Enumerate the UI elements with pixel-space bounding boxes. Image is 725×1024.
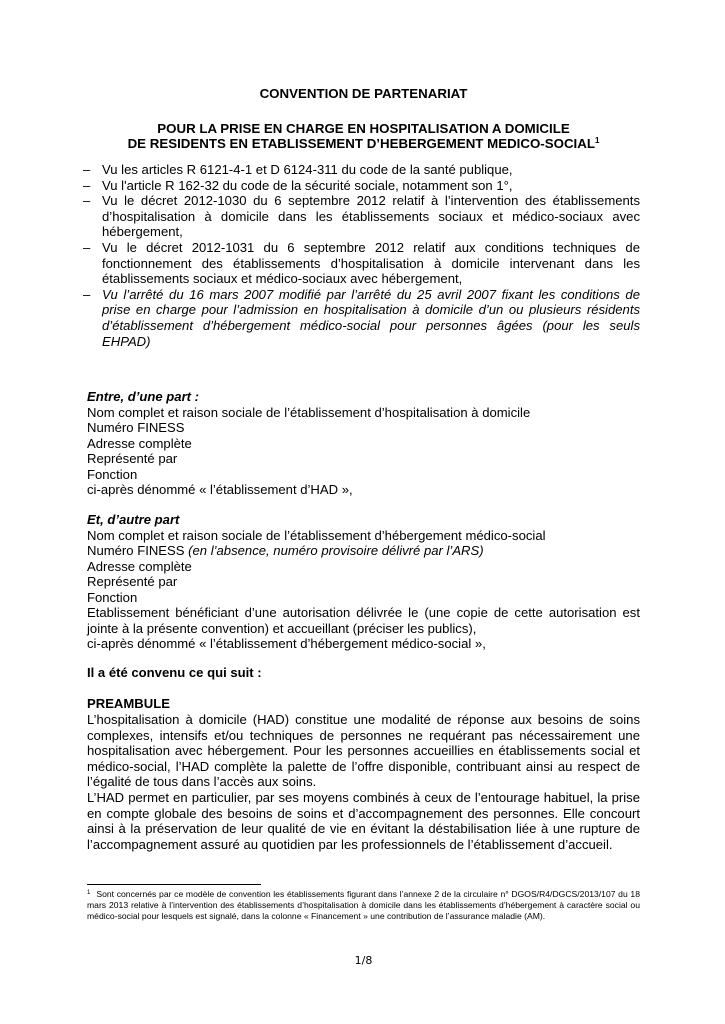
footnote bbox=[87, 889, 640, 922]
legal-reference-text: Vu le décret 2012-1031 du 6 septembre 2012 relatif aux conditions techniques de fonctionnement des établissements d’hospitalisation à domicile intervenant dans les établissements sociaux et médico-sociaux avec hébergement, bbox=[102, 239, 640, 287]
preamble-heading: PREAMBULE bbox=[87, 696, 170, 711]
preamble-paragraph: L’HAD permet en particulier, par ses moyens combinés à ceux de l’entourage habituel, la prise en compte globale des besoins de soins et d’accompagnement des personnes. Elle concourt ainsi à la préservation de leur qualité de vie en évitant la déstabilisation liée à une rupture de l’accompagnement assuré au quotidien par les professionnels de l’établissement d’accueil. bbox=[87, 789, 640, 852]
legal-reference-item bbox=[83, 162, 640, 178]
page-number: 1/8 bbox=[354, 954, 373, 967]
dash-bullet: – bbox=[83, 162, 91, 177]
preamble-body bbox=[87, 712, 640, 852]
party-two-authorization-line: Etablissement bénéficiant d’une autorisation délivrée le (une copie de cette autorisation est jointe à la présente convention) et accueillant (préciser les publics), bbox=[87, 605, 640, 636]
party-two-section bbox=[87, 512, 640, 652]
dash-bullet: – bbox=[83, 239, 91, 255]
party-two-name-line: Nom complet et raison sociale de l’établissement d’hébergement médico-social bbox=[87, 527, 546, 543]
legal-references-list bbox=[83, 162, 640, 349]
document-title: CONVENTION DE PARTENARIAT bbox=[259, 86, 468, 101]
legal-reference-item bbox=[83, 287, 640, 349]
party-one-finess-line: Numéro FINESS bbox=[87, 420, 185, 435]
legal-reference-text: Vu l'article R 162-32 du code de la sécurité sociale, notamment son 1°, bbox=[102, 177, 513, 193]
subtitle-line-2-text: DE RESIDENTS EN ETABLISSEMENT D’HEBERGEMENT MEDICO-SOCIAL bbox=[127, 136, 595, 151]
party-two-address-line: Adresse complète bbox=[87, 558, 192, 574]
dash-bullet: – bbox=[83, 177, 91, 193]
party-two-representative-line: Représenté par bbox=[87, 574, 178, 589]
dash-bullet: – bbox=[83, 193, 91, 209]
footnote-separator bbox=[87, 884, 261, 885]
document-subtitle-line-1: POUR LA PRISE EN CHARGE EN HOSPITALISATION A DOMICILE bbox=[157, 121, 570, 136]
party-one-designation-line: ci-après dénommé « l’établissement d’HAD », bbox=[87, 482, 353, 497]
footnote-text: Sont concernés par ce modèle de convention les établissements figurant dans l’annexe 2 de la circulaire n° DGOS/R4/DGCS/2013/107 du 18 mars 2013 relative à l’intervention des établissements d’hospitalisation à domicile dans les établissements d’hébergement à caractère social ou médico-social pour lesquels est signalé, dans la colonne « Financement » une contribution de l’assurance maladie (AM). bbox=[87, 889, 640, 921]
party-one-address-line: Adresse complète bbox=[87, 435, 192, 451]
party-two-finess-line bbox=[87, 543, 640, 559]
legal-reference-text: Vu les articles R 6121-4-1 et D 6124-311 du code de la santé publique, bbox=[102, 162, 513, 177]
document-subtitle-line-2 bbox=[87, 136, 640, 151]
footnote-reference[interactable]: 1 bbox=[594, 136, 600, 145]
legal-reference-item bbox=[83, 178, 640, 194]
party-two-heading: Et, d’autre part bbox=[87, 512, 180, 527]
party-one-section bbox=[87, 389, 640, 498]
party-two-finess-note: (en l’absence, numéro provisoire délivré par l’ARS) bbox=[188, 543, 484, 558]
party-one-name-line: Nom complet et raison sociale de l’établissement d’hospitalisation à domicile bbox=[87, 404, 531, 420]
party-two-finess-label: Numéro FINESS bbox=[87, 543, 185, 558]
legal-reference-text: Vu l’arrêté du 16 mars 2007 modifié par l’arrêté du 25 avril 2007 fixant les conditions de prise en charge pour l’admission en hospitalisation à domicile d’un ou plusieurs résidents d’établissement d’hébergement médico-social pour personnes âgées (pour les seuls EHPAD) bbox=[102, 286, 640, 349]
party-one-function-line: Fonction bbox=[87, 466, 138, 482]
party-two-function-line: Fonction bbox=[87, 589, 138, 605]
party-two-designation-line: ci-après dénommé « l’établissement d’hébergement médico-social », bbox=[87, 636, 486, 651]
legal-reference-item bbox=[83, 193, 640, 240]
legal-reference-item bbox=[83, 240, 640, 287]
preamble-paragraph: L’hospitalisation à domicile (HAD) constitue une modalité de réponse aux besoins de soins complexes, intensifs et/ou techniques de personnes ne requérant pas nécessairement une hospitalisation avec hébergement. Pour les personnes accueillies en établissements social et médico-social, l’HAD complète la palette de l’offre disponible, contribuant ainsi au respect de l’égalité de tous dans l’accès aux soins. bbox=[87, 712, 640, 790]
agreement-intro: Il a été convenu ce qui suit : bbox=[87, 665, 262, 680]
dash-bullet: – bbox=[83, 286, 91, 302]
party-one-heading: Entre, d’une part : bbox=[87, 389, 200, 404]
footnote-number: 1 bbox=[87, 890, 91, 896]
legal-reference-text: Vu le décret 2012-1030 du 6 septembre 2012 relatif à l’intervention des établissements d’hospitalisation à domicile dans les établissements sociaux et médico-sociaux avec hébergement, bbox=[102, 193, 640, 240]
party-one-representative-line: Représenté par bbox=[87, 451, 178, 466]
